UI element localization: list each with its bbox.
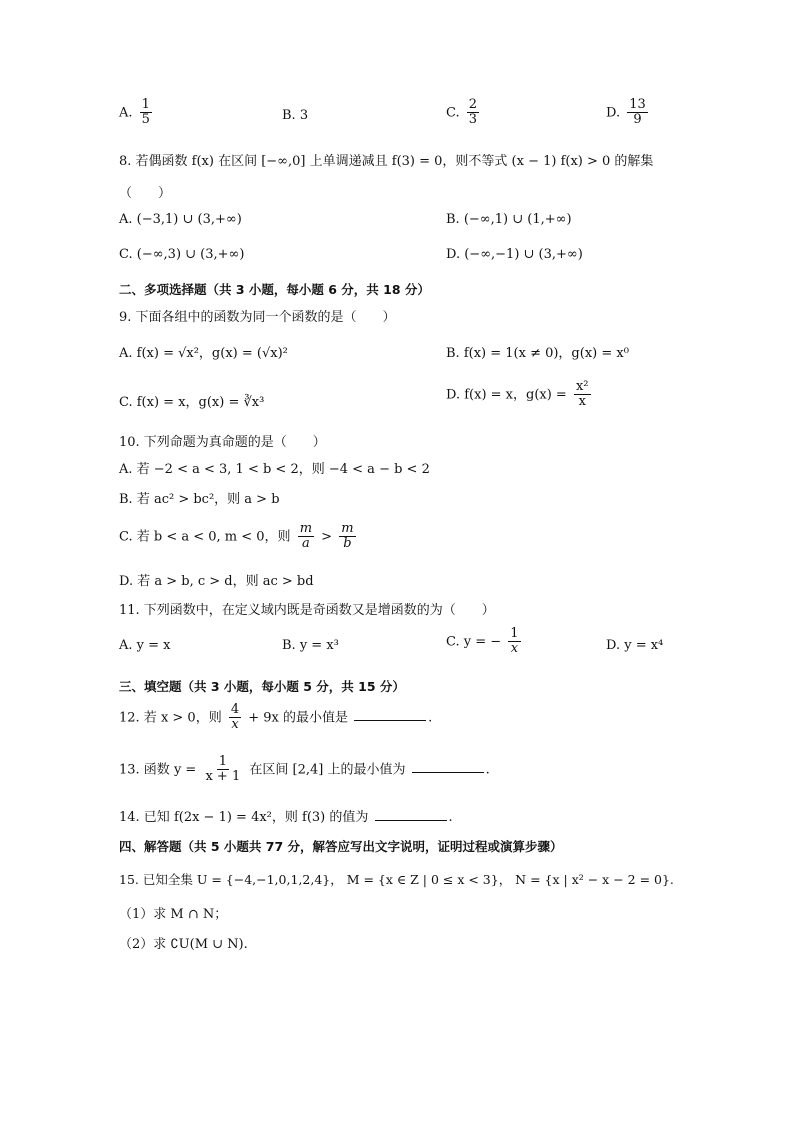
question-text: 在区间 [2,4] 上的最小值为 (249, 762, 406, 778)
q8-option-a: A. (−3,1) ∪ (3,+∞) (119, 212, 242, 227)
numerator: m (299, 521, 313, 536)
q10-stem: 10. 下列命题为真命题的是（ ） (119, 435, 326, 450)
option-label: C. (446, 105, 460, 121)
period: . (485, 762, 490, 778)
numerator: 1 (141, 97, 150, 112)
option-label: D. (606, 105, 621, 121)
q8-option-c: C. (−∞,3) ∪ (3,+∞) (119, 247, 245, 262)
section-3-heading: 三、填空题（共 3 小题，每小题 5 分，共 15 分） (119, 679, 405, 694)
q9-option-d (446, 380, 594, 410)
q9-option-b: B. f(x) = 1(x ≠ 0)，g(x) = x⁰ (446, 346, 629, 361)
q15-stem: 15. 已知全集 U = {−4,−1,0,1,2,4}， M = {x ∈ Z | 0 ≤ x < 3}， N = {x | x² − x − 2 = 0}. (119, 872, 674, 887)
denominator: x (231, 717, 239, 733)
q7-option-a (119, 98, 155, 128)
q12 (119, 703, 432, 733)
fraction (203, 755, 242, 785)
denominator: a (301, 536, 310, 552)
q9-option-c: C. f(x) = x，g(x) = ∛x³ (119, 395, 265, 410)
section-2-heading: 二、多项选择题（共 3 小题，每小题 6 分，共 18 分） (119, 282, 430, 297)
q8-paren: （ ） (119, 186, 172, 201)
q10-option-d: D. 若 a > b, c > d，则 ac > bd (119, 574, 314, 589)
fraction (140, 98, 152, 128)
numerator: m (341, 521, 354, 536)
numerator: 13 (629, 97, 646, 112)
fraction (574, 380, 591, 410)
question-text: 14. 已知 f(2x − 1) = 4x²，则 f(3) 的值为 (119, 810, 369, 825)
option-label: B. (282, 108, 296, 123)
question-text: + 9x 的最小值是 (248, 710, 349, 726)
q10-option-b: B. 若 ac² > bc²，则 a > b (119, 492, 280, 507)
fraction (339, 522, 355, 552)
q10-option-c (119, 522, 359, 552)
fraction (627, 98, 648, 128)
numerator: 1 (218, 754, 227, 769)
section-4-heading: 四、解答题（共 5 小题共 77 分，解答应写出文字说明，证明过程或演算步骤） (119, 839, 563, 854)
question-text: 12. 若 x > 0，则 (119, 710, 222, 726)
q11-option-c (446, 627, 524, 657)
q11-option-a: A. y = x (119, 638, 171, 653)
denominator: 3 (468, 112, 478, 128)
q15-part-2: （2）求 ∁U(M ∪ N). (119, 937, 248, 952)
answer-blank[interactable] (375, 810, 447, 821)
option-text: C. 若 b < a < 0, m < 0，则 (119, 529, 291, 545)
answer-blank[interactable] (354, 710, 426, 721)
q13 (119, 755, 490, 785)
q14 (119, 806, 453, 825)
q11-stem: 11. 下列函数中，在定义域内既是奇函数又是增函数的为（ ） (119, 603, 495, 618)
q7-option-b (282, 108, 308, 123)
fraction (298, 522, 314, 552)
q11-option-b: B. y = x³ (282, 638, 339, 653)
q8-option-d: D. (−∞,−1) ∪ (3,+∞) (446, 247, 583, 262)
numerator: 4 (230, 702, 240, 717)
q8-stem: 8. 若偶函数 f(x) 在区间 [−∞,0] 上单调递减且 f(3) = 0，则不等式 (x − 1) f(x) > 0 的解集 (119, 154, 654, 169)
denominator: 9 (633, 112, 642, 128)
period: . (428, 710, 433, 726)
q15-part-1: （1）求 M ∩ N； (119, 907, 228, 922)
q11-option-d: D. y = x⁴ (606, 638, 664, 653)
operator: > (321, 529, 333, 545)
q10-option-a: A. 若 −2 < a < 3, 1 < b < 2，则 −4 < a − b < 2 (119, 462, 430, 477)
denominator: x (510, 641, 519, 657)
denominator: x (578, 394, 586, 410)
q9-option-a: A. f(x) = √x²，g(x) = (√x)² (119, 346, 288, 361)
q7-option-c (446, 98, 482, 128)
q8-option-b: B. (−∞,1) ∪ (1,+∞) (446, 212, 572, 227)
denominator: b (343, 536, 352, 552)
fraction (508, 627, 520, 657)
numerator: x² (575, 379, 589, 394)
option-text: D. f(x) = x，g(x) = (446, 387, 567, 403)
question-text: 13. 函数 y = (119, 762, 197, 778)
option-text: 3 (299, 108, 309, 123)
q9-stem: 9. 下面各组中的函数为同一个函数的是（ ） (119, 310, 396, 325)
fraction (467, 98, 479, 128)
option-text: C. y = − (446, 634, 502, 650)
option-label: A. (119, 105, 133, 121)
fraction (229, 703, 241, 733)
denominator: x + 1 (205, 769, 241, 785)
numerator: 1 (510, 626, 519, 641)
period: . (448, 810, 453, 825)
answer-blank[interactable] (412, 762, 484, 773)
q7-option-d (606, 98, 651, 128)
numerator: 2 (468, 97, 478, 112)
denominator: 5 (141, 112, 150, 128)
